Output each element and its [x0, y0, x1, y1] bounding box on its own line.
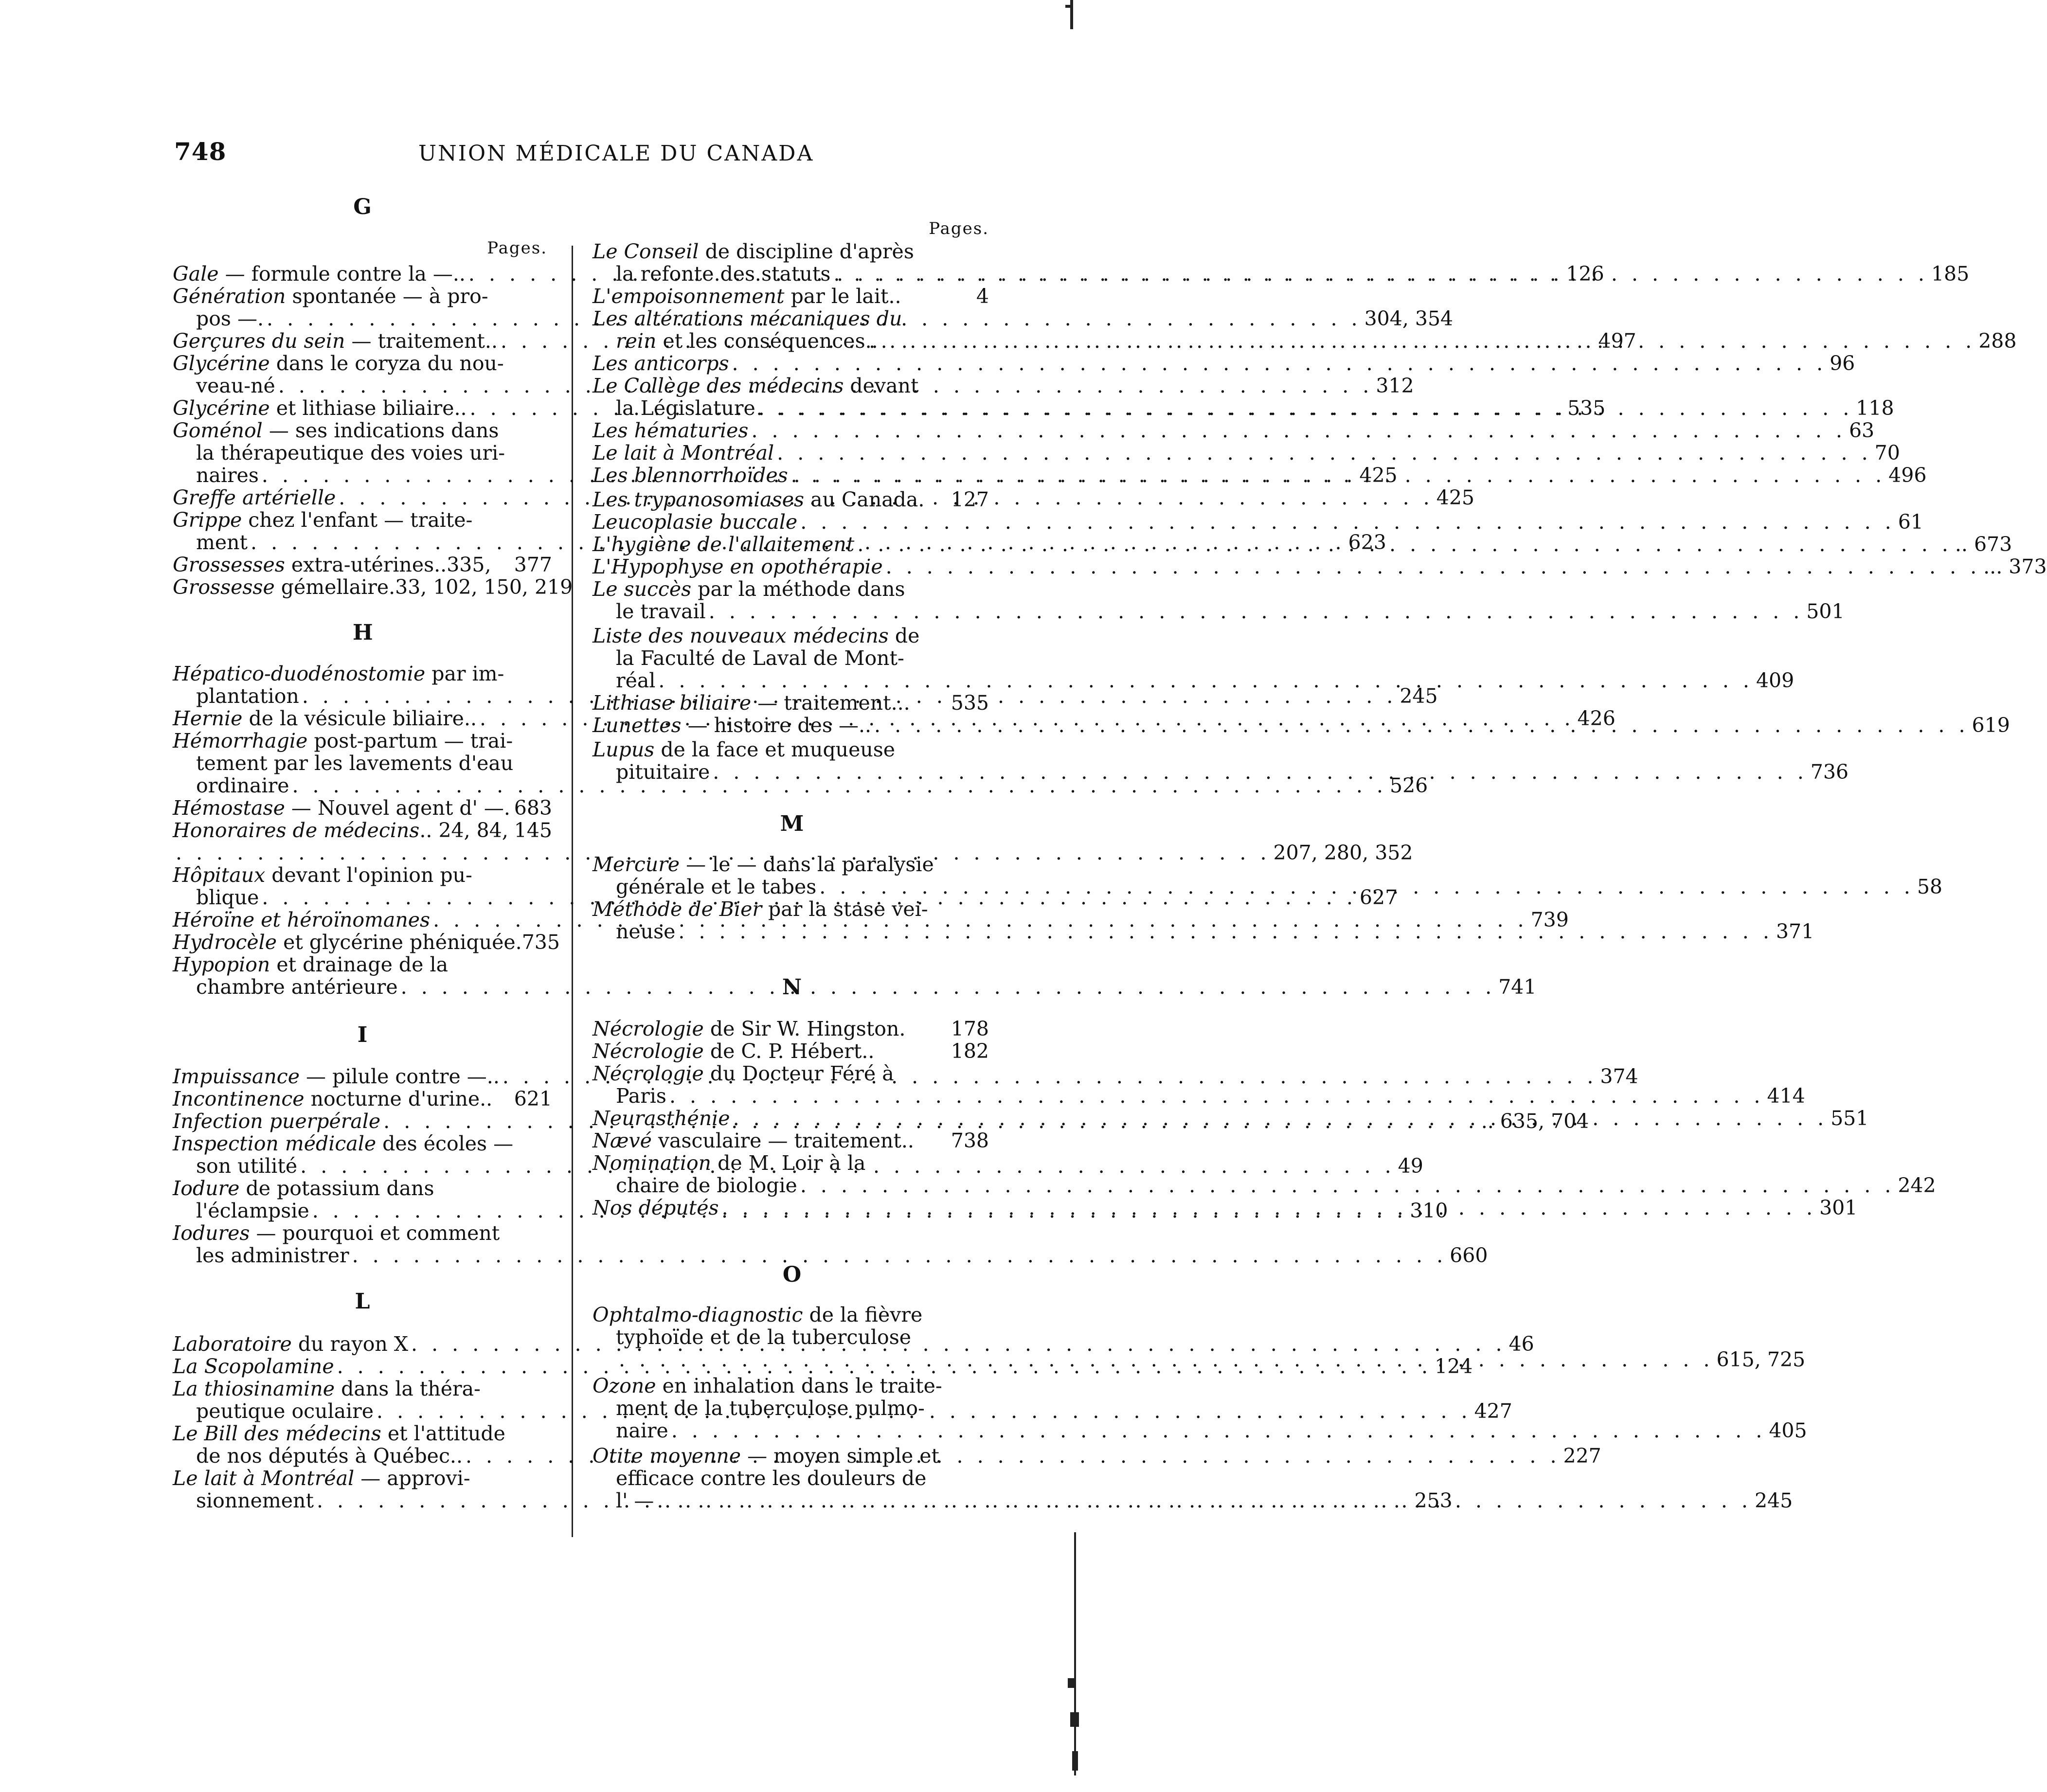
index-entry [593, 692, 989, 714]
entry-text: de la vésicule biliaire.. [249, 707, 477, 730]
entry-term: Impuissance [173, 1065, 300, 1088]
entry-text: — le — dans la paralysie [686, 853, 934, 876]
entry-term: Grippe [173, 508, 242, 532]
index-entry [173, 819, 552, 842]
entry-pages: 70 [1874, 441, 1900, 465]
entry-continuation: 615, [1716, 1348, 1761, 1371]
entry-text: spontanée — à pro- [292, 285, 488, 308]
entry-text: devant l'opinion pu- [271, 863, 472, 887]
index-entry [173, 953, 1537, 999]
entry-term: Les anticorps [593, 352, 729, 375]
index-entry [593, 441, 1900, 465]
entry-text: .. 635, [1481, 1110, 1545, 1133]
entry-term: Otite moyenne [593, 1444, 741, 1468]
entry-pages: 301 [1819, 1196, 1858, 1219]
entry-pages: 145 [514, 819, 552, 842]
entry-term: Gerçures du sein [173, 329, 345, 353]
entry-term: Nécrologie [593, 1062, 704, 1085]
entry-term: Grossesses [173, 553, 285, 576]
entry-term: Inspection médicale [173, 1132, 377, 1155]
entry-pages: 61 [1898, 510, 1923, 534]
entry-text: — traitement.. [351, 329, 498, 353]
entry-pages: 312 [1376, 374, 1414, 397]
entry-term: Le succès [593, 577, 692, 601]
entry-pages: 371 [1776, 920, 1814, 943]
entry-pages: 63 [1849, 419, 1875, 442]
entry-pages: 405 [1769, 1419, 1807, 1442]
entry-pages: 374 [1600, 1065, 1638, 1088]
entry-pages: 245 [1400, 684, 1438, 708]
entry-term-continuation: rein [616, 329, 657, 353]
entry-term: Le Collège des médecins [593, 374, 844, 397]
entry-pages: 736 [1810, 760, 1849, 784]
entry-continuation: naire [616, 1419, 668, 1442]
index-entry [593, 419, 1875, 442]
index-entry [593, 738, 1849, 784]
entry-pages: 735 [521, 931, 560, 954]
entry-term: Hépatico-duodénostomie [173, 662, 426, 685]
index-entry [593, 577, 1845, 623]
entry-continuation: générale et le tabes [616, 875, 817, 898]
index-entry [173, 575, 573, 599]
running-title: UNION MÉDICALE DU CANADA [418, 141, 814, 166]
entry-text: de la face et muqueuse [661, 738, 896, 761]
entry-text: de discipline d'après [705, 240, 914, 263]
entry-term: Héroïne et héroïnomanes [173, 908, 431, 932]
entry-pages: 409 [1756, 669, 1795, 692]
entry-pages: 182 [951, 1039, 989, 1063]
entry-text: — pourquoi et comment [256, 1221, 500, 1245]
entry-pages: 683 [514, 796, 552, 820]
entry-text: des écoles — [382, 1132, 514, 1155]
entry-text: dans la théra- [341, 1377, 481, 1400]
entry-pages: 304, 354 [1364, 307, 1454, 330]
entry-continuation: pituitaire [616, 760, 710, 784]
entry-term: Génération [173, 285, 286, 308]
entry-continuation: sionnement [196, 1489, 314, 1512]
entry-text: de Sir W. Hingston. [710, 1017, 906, 1040]
entry-pages: 497 [1598, 329, 1636, 353]
entry-text: et lithiase biliaire.. [276, 396, 467, 420]
entry-pages: 58 [1917, 875, 1942, 898]
entry-pages: 352 [1375, 841, 1413, 864]
entry-text: gémellaire.33, 102, 150, [281, 575, 528, 599]
entry-pages: 414 [1767, 1084, 1805, 1108]
entry-term: Ozone [593, 1374, 656, 1398]
entry-pages: 46 [1508, 1332, 1534, 1356]
index-entry [173, 1221, 1488, 1267]
entry-pages: 673 [1974, 533, 2012, 556]
entry-text: et drainage de la [276, 953, 449, 976]
entry-pages: 427 [1474, 1399, 1512, 1423]
entry-continuation: pos —. [196, 307, 264, 330]
entry-continuation: chambre antérieure [196, 975, 398, 999]
entry-term: Neurasthénie [593, 1107, 730, 1130]
index-entry [593, 1018, 989, 1040]
entry-term: Hypopion [173, 953, 270, 976]
entry-pages: 96 [1830, 352, 1855, 375]
entry-pages: 738 [951, 1129, 989, 1152]
entry-continuation: neuse [616, 920, 676, 943]
entry-term: Nos députés [593, 1196, 719, 1219]
page-number: 748 [174, 137, 227, 166]
entry-term: Les trypanosomiases [593, 488, 805, 511]
entry-pages: 219 [535, 575, 573, 599]
index-entry [173, 841, 1413, 864]
entry-pages: 725 [1767, 1348, 1806, 1371]
entry-text: de la fièvre [809, 1303, 923, 1326]
entry-term: Leucoplasie buccale [593, 510, 798, 534]
entry-term: Les blennorrhoïdes [593, 464, 788, 487]
entry-term: Le Bill des médecins [173, 1422, 381, 1445]
pages-header-left: Pages. [487, 238, 547, 258]
entry-continuation: tement par les lavements d'eau [196, 752, 514, 775]
entry-continuation: son utilité [196, 1154, 298, 1178]
entry-term: Greffe artérielle [173, 486, 336, 509]
entry-pages: 496 [1888, 464, 1927, 487]
entry-pages: 425 [1359, 464, 1398, 487]
entry-term: Liste des nouveaux médecins [593, 624, 889, 647]
entry-text: .. [1955, 533, 1968, 556]
entry-text: au Canada. [810, 488, 925, 511]
entry-pages: 310 [1410, 1199, 1448, 1222]
entry-term: Incontinence [173, 1087, 305, 1111]
entry-term: Hernie [173, 707, 243, 730]
entry-term: L'Hypophyse en opothérapie [593, 555, 883, 578]
entry-continuation: Paris [616, 1084, 666, 1108]
entry-continuation: ment [196, 531, 248, 554]
entry-text: devant [850, 374, 919, 397]
entry-continuation: la Législature [616, 396, 755, 420]
entry-continuation: ment de la tuberculose pulmo- [616, 1397, 925, 1420]
entry-continuation: la Faculté de Laval de Mont- [616, 646, 904, 670]
entry-pages: 535 [1567, 396, 1606, 420]
entry-text: de M. Loir à la [718, 1151, 866, 1175]
entry-continuation: ordinaire [196, 774, 289, 797]
entry-term: Les altérations mécaniques du [593, 307, 902, 330]
entry-term: Hôpitaux [173, 863, 266, 887]
entry-pages: 127 [951, 488, 989, 511]
entry-term: Gale [173, 262, 219, 286]
entry-pages: 118 [1856, 396, 1894, 420]
entry-continuation: la thérapeutique des voies uri- [196, 441, 505, 465]
entry-pages: 253 [1414, 1489, 1453, 1512]
entry-pages: 178 [951, 1017, 989, 1040]
entry-term: L'empoisonnement [593, 285, 785, 308]
entry-pages: 535 [951, 691, 989, 715]
entry-term: Le lait à Montréal [593, 441, 774, 465]
entry-term: Laboratoire [173, 1332, 292, 1356]
entry-continuation: l'éclampsie [196, 1199, 309, 1222]
entry-text: par la méthode dans [698, 577, 905, 601]
entry-term: Nécrologie [593, 1017, 704, 1040]
entry-pages: 49 [1398, 1154, 1423, 1178]
entry-term: Lithiase biliaire [593, 691, 752, 715]
entry-pages: 741 [1498, 975, 1537, 999]
entry-continuation: réal [616, 669, 656, 692]
entry-pages: 185 [1931, 262, 1970, 286]
entry-term: Mercure [593, 853, 680, 876]
entry-pages: 526 [1389, 774, 1428, 797]
entry-term: Infection puerpérale [173, 1110, 381, 1133]
pages-header-right: Pages. [929, 219, 989, 238]
entry-text: extra-utérines..335, [291, 553, 491, 576]
entry-continuation: naires [196, 464, 259, 487]
index-entry [173, 931, 560, 954]
entry-term: La thiosinamine [173, 1377, 335, 1400]
entry-pages: 245 [1754, 1489, 1793, 1512]
entry-term: Le Conseil [593, 240, 699, 263]
entry-pages: 126 [1566, 262, 1604, 286]
entry-pages: 551 [1831, 1107, 1869, 1130]
entry-continuation: 207, 280, [1273, 841, 1369, 864]
entry-text: post-partum — trai- [314, 729, 513, 753]
entry-continuation: chaire de biologie [616, 1174, 797, 1197]
entry-term: Hydrocèle [173, 931, 277, 954]
entry-text: par im- [431, 662, 504, 685]
entry-continuation: peutique oculaire [196, 1399, 374, 1423]
entry-term: Iodures [173, 1221, 250, 1245]
index-entry [593, 285, 989, 307]
entry-continuation: de nos députés à Québec.. [196, 1444, 463, 1468]
entry-text: de C. P. Hébert.. [710, 1039, 875, 1063]
entry-term: Les hématuries [593, 419, 749, 442]
entry-term: Iodure [173, 1177, 240, 1200]
entry-text: — ses indications dans [269, 419, 499, 442]
entry-text: en inhalation dans le traite- [662, 1374, 942, 1398]
entry-pages: 623 [1348, 531, 1386, 554]
entry-term: Grossesse [173, 575, 275, 599]
section-letter-l: L [355, 1289, 370, 1314]
entry-pages: 621 [514, 1087, 552, 1111]
entry-text: — traitement... [757, 691, 910, 715]
entry-pages: 288 [1978, 329, 2017, 353]
index-entry [593, 488, 989, 511]
entry-continuation: typhoïde et de la tuberculose [616, 1326, 911, 1349]
entry-term: Hémostase [173, 796, 285, 820]
entry-term: Hémorrhagie [173, 729, 308, 753]
entry-text: vasculaire — traitement.. [658, 1129, 914, 1152]
entry-text: .. 24, 84, [419, 819, 508, 842]
entry-continuation: la refonte des statuts [616, 262, 831, 286]
entry-text: nocturne d'urine.. [310, 1087, 493, 1111]
index-entry [173, 554, 552, 576]
entry-continuation: efficace contre les douleurs de [616, 1467, 927, 1490]
entry-continuation: blique [196, 886, 259, 909]
entry-text: du Docteur Féré à [710, 1062, 894, 1085]
entry-text: et glycérine phéniquée. [283, 931, 522, 954]
entry-pages: 619 [1972, 714, 2010, 737]
entry-text: par la stase vei- [768, 897, 928, 921]
entry-term: La Scopolamine [173, 1355, 334, 1378]
index-entry [593, 1040, 989, 1062]
index-entry [173, 1088, 552, 1110]
entry-continuation: veau-né [196, 374, 275, 397]
entry-term: Nécrologie [593, 1039, 704, 1063]
entry-pages: 501 [1806, 600, 1845, 623]
section-letter-g: G [353, 195, 372, 219]
index-entry [593, 624, 1795, 692]
entry-continuation: plantation [196, 684, 299, 708]
entry-pages: 426 [1577, 707, 1616, 730]
scan-edge-marks [1056, 0, 1083, 1792]
entry-pages: 627 [1359, 886, 1398, 909]
entry-term: Lunettes [593, 714, 682, 737]
entry-term: Méthode de Bier [593, 897, 762, 921]
section-letter-i: I [357, 1022, 368, 1047]
index-entry [173, 797, 552, 819]
entry-term: Le lait à Montréal [173, 1467, 355, 1490]
entry-term: Lupus [593, 738, 655, 761]
section-letter-h: H [353, 620, 373, 645]
entry-continuation: le travail [616, 600, 706, 623]
entry-pages: 660 [1450, 1244, 1488, 1267]
index-entry [593, 352, 1855, 375]
entry-text: et l'attitude [387, 1422, 505, 1445]
entry-text: dans le coryza du nou- [276, 352, 504, 375]
entry-text: — Nouvel agent d' —. [291, 796, 510, 820]
entry-pages: 242 [1898, 1174, 1936, 1197]
entry-text: — histoire des —.. [687, 714, 872, 737]
entry-pages: 377 [514, 553, 552, 576]
entry-term: Honoraires de médecins [173, 819, 420, 842]
entry-term: L'hygiène de l'allaitement [593, 533, 855, 556]
entry-pages: 124 [1435, 1355, 1473, 1378]
entry-pages: 4 [976, 285, 989, 308]
entry-term: Nomination [593, 1151, 712, 1175]
entry-text: — formule contre la —.. [225, 262, 466, 286]
entry-text: de potassium dans [246, 1177, 434, 1200]
entry-text: — pilule contre —.. [306, 1065, 500, 1088]
entry-pages: 739 [1530, 908, 1569, 932]
index-entry [593, 510, 1923, 534]
entry-term: Glycérine [173, 396, 270, 420]
entry-pages: 425 [1436, 486, 1474, 509]
entry-term: Ophtalmo-diagnostic [593, 1303, 803, 1326]
entry-text: du rayon X [298, 1332, 409, 1356]
entry-pages: 227 [1563, 1444, 1601, 1468]
section-letter-o: O [782, 1262, 802, 1287]
entry-term: Glycérine [173, 352, 270, 375]
entry-text: — moyen simple et [747, 1444, 939, 1468]
section-letter-m: M [780, 811, 804, 836]
entry-continuation: l' — [616, 1489, 654, 1512]
index-entry [593, 1129, 989, 1152]
entry-text: de [895, 624, 920, 647]
index-entry [173, 1355, 1473, 1378]
entry-term: Goménol [173, 419, 263, 442]
entry-pages: 704 [1551, 1110, 1589, 1133]
entry-text: chez l'enfant — traite- [248, 508, 473, 532]
entry-text: par le lait.. [790, 285, 901, 308]
entry-continuation: et les conséquences.. [663, 329, 878, 353]
section-letter-n: N [782, 975, 802, 1000]
entry-pages: 373 [2009, 555, 2047, 578]
entry-term: Nævé [593, 1129, 652, 1152]
entry-text: — approvi- [360, 1467, 470, 1490]
entry-continuation: les administrer [196, 1244, 349, 1267]
entry-text: ... [1983, 555, 2003, 578]
index-entry [593, 555, 2047, 578]
